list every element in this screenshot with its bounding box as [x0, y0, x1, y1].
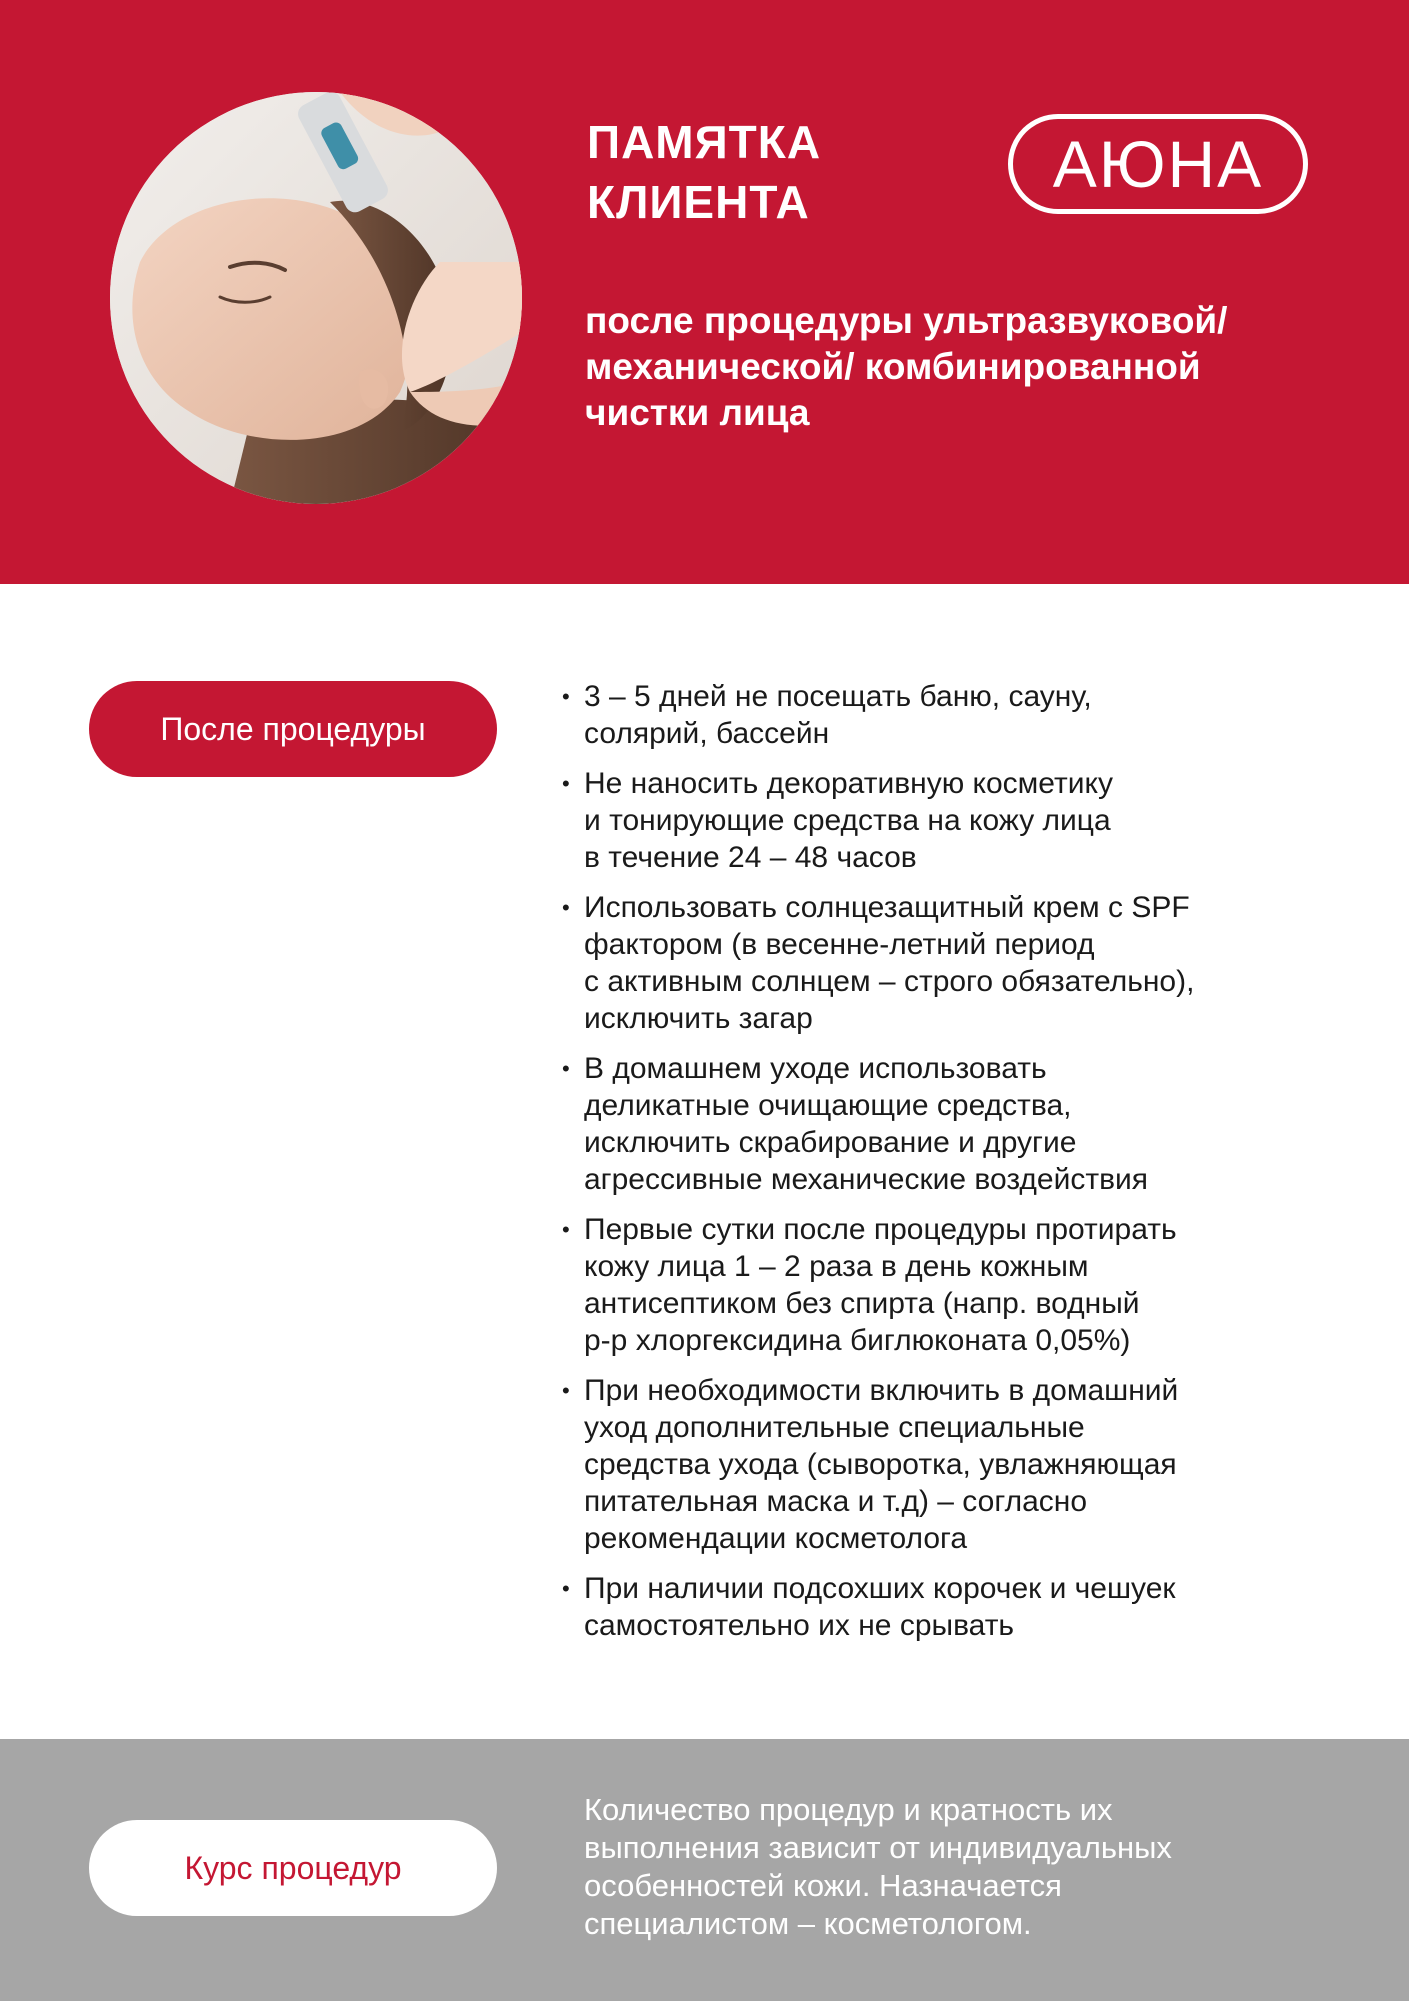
item-line: фактором (в весенне-летний период — [584, 928, 1095, 961]
item-line: При необходимости включить в домашний — [584, 1374, 1179, 1407]
bullet-icon: • — [562, 1378, 570, 1403]
subtitle-line: после процедуры ультразвуковой/ — [585, 300, 1228, 341]
bullet-icon: • — [562, 1217, 570, 1242]
list-item — [562, 1372, 1322, 1557]
course-line: выполнения зависит от индивидуальных — [584, 1830, 1172, 1865]
item-line: в течение 24 – 48 часов — [584, 841, 917, 874]
list-item — [562, 1050, 1322, 1198]
item-line: питательная маска и т.д) – согласно — [584, 1485, 1088, 1518]
item-line: средства ухода (сыворотка, увлажняющая — [584, 1448, 1177, 1481]
bullet-icon: • — [562, 771, 570, 796]
bullet-icon: • — [562, 1576, 570, 1601]
course-line: Количество процедур и кратность их — [584, 1792, 1113, 1827]
course-line: особенностей кожи. Назначается — [584, 1868, 1062, 1903]
list-item — [562, 889, 1322, 1037]
item-line: с активным солнцем – строго обязательно), — [584, 965, 1195, 998]
item-line: кожу лица 1 – 2 раза в день кожным — [584, 1250, 1089, 1283]
item-line: р-р хлоргексидина биглюконата 0,05%) — [584, 1324, 1131, 1357]
item-line: Первые сутки после процедуры протирать — [584, 1213, 1177, 1246]
bullet-icon: • — [562, 895, 570, 920]
bullet-icon: • — [562, 684, 570, 709]
course-description — [584, 1791, 1364, 1943]
bullet-icon: • — [562, 1056, 570, 1081]
title-line: КЛИЕНТА — [587, 176, 810, 228]
course-label: Курс процедур — [89, 1820, 497, 1916]
item-line: исключить загар — [584, 1002, 813, 1035]
after-procedure-list — [562, 678, 1322, 1657]
item-line: агрессивные механические воздействия — [584, 1163, 1149, 1196]
item-line: Не наносить декоративную косметику — [584, 767, 1113, 800]
item-line: В домашнем уходе использовать — [584, 1052, 1047, 1085]
item-line: и тонирующие средства на кожу лица — [584, 804, 1111, 837]
list-item — [562, 678, 1322, 752]
item-line: При наличии подсохших корочек и чешуек — [584, 1572, 1176, 1605]
item-line: исключить скрабирование и другие — [584, 1126, 1077, 1159]
item-line: Использовать солнцезащитный крем с SPF — [584, 891, 1190, 924]
item-line: 3 – 5 дней не посещать баню, сауну, — [584, 680, 1092, 713]
item-line: антисептиком без спирта (напр. водный — [584, 1287, 1140, 1320]
page-title — [587, 112, 1007, 232]
brand-logo: АЮНА — [1008, 114, 1308, 214]
face-cleansing-photo — [110, 92, 522, 504]
item-line: деликатные очищающие средства, — [584, 1089, 1072, 1122]
list-item — [562, 1211, 1322, 1359]
course-line: специалистом – косметологом. — [584, 1906, 1032, 1941]
item-line: рекомендации косметолога — [584, 1522, 967, 1555]
list-item — [562, 765, 1322, 876]
page-subtitle — [585, 298, 1365, 436]
list-item — [562, 1570, 1322, 1644]
item-line: самостоятельно их не срывать — [584, 1609, 1015, 1642]
subtitle-line: механической/ комбинированной — [585, 346, 1201, 387]
after-procedure-label: После процедуры — [89, 681, 497, 777]
subtitle-line: чистки лица — [585, 392, 810, 433]
title-line: ПАМЯТКА — [587, 116, 822, 168]
item-line: солярий, бассейн — [584, 717, 830, 750]
item-line: уход дополнительные специальные — [584, 1411, 1085, 1444]
